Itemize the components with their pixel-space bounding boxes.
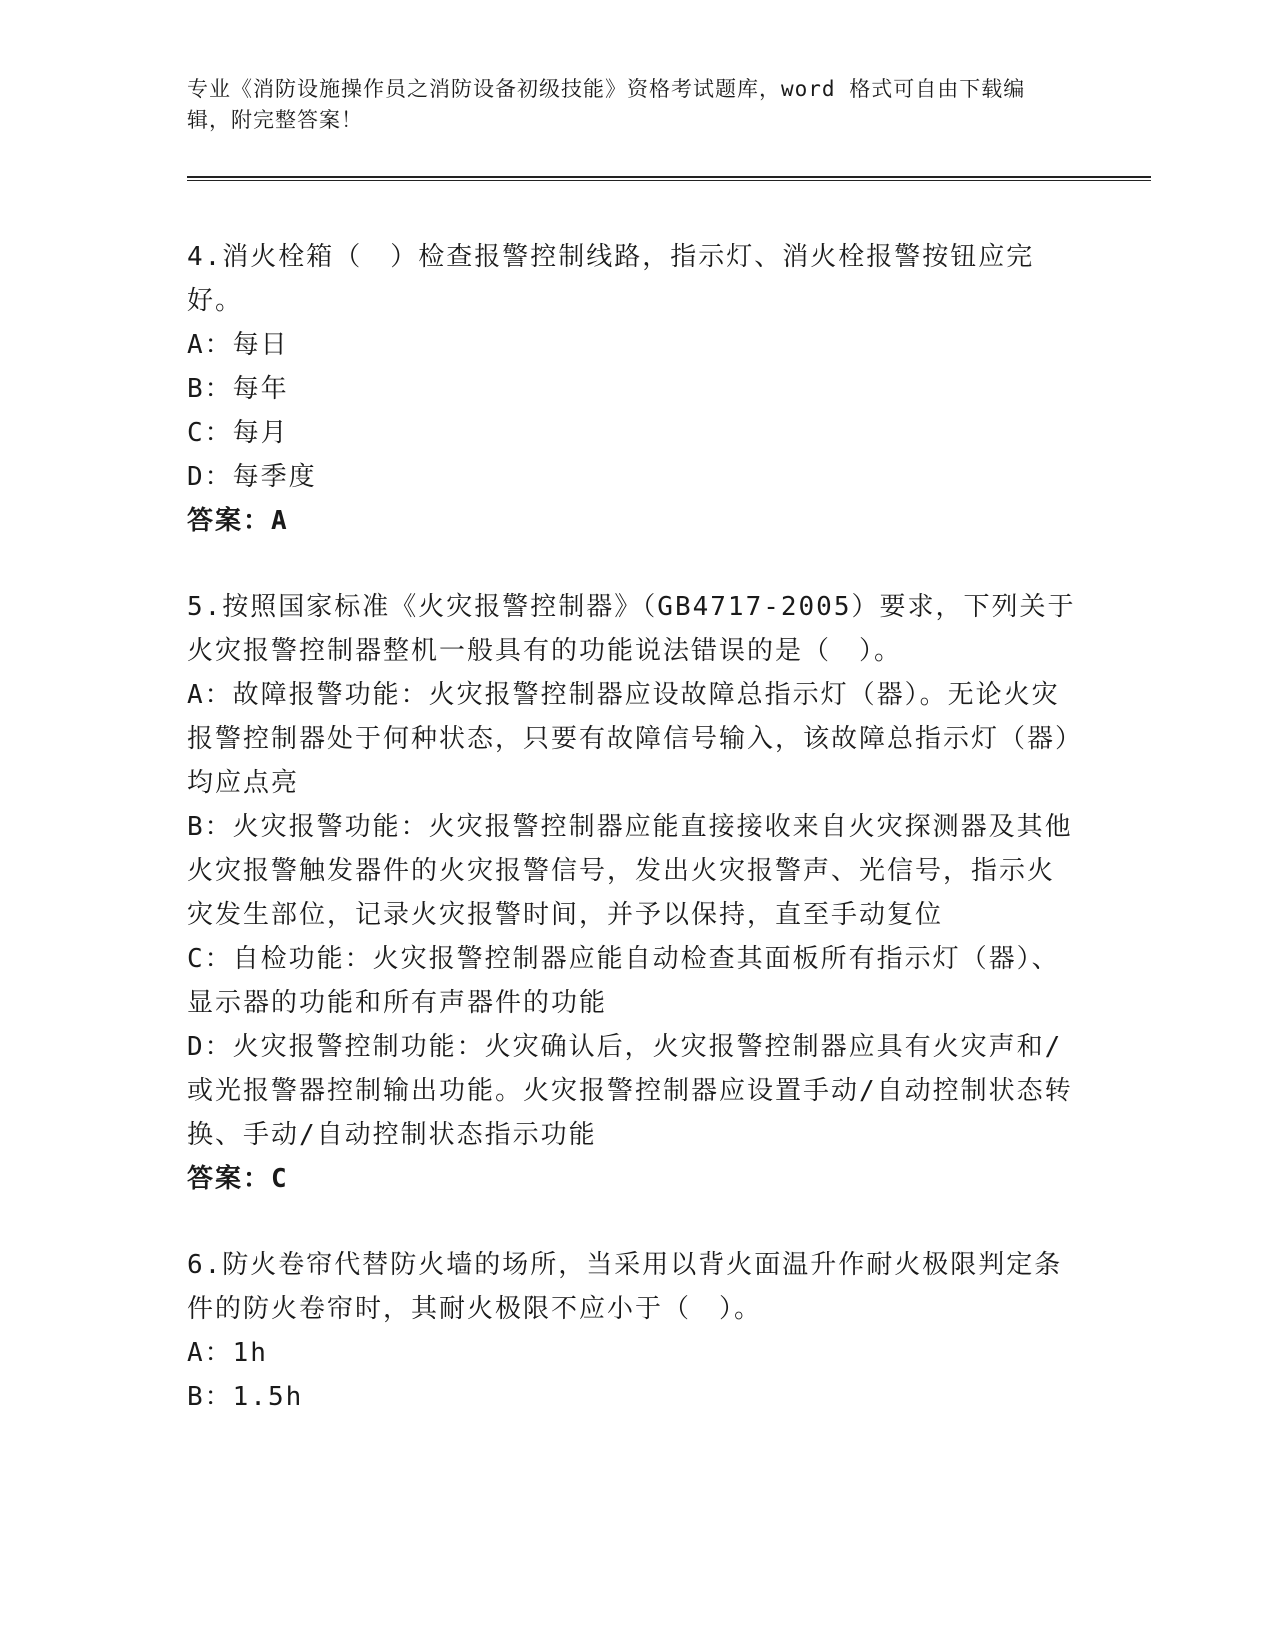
document-header (187, 74, 1067, 136)
option-d: D：每季度 (187, 462, 317, 492)
question-item (187, 1243, 1077, 1419)
option-a: A：每日 (187, 330, 289, 360)
answer-line: 答案：A (187, 506, 289, 536)
question-item (187, 235, 1077, 543)
answer-line: 答案：C (187, 1164, 289, 1194)
option-b: B：火灾报警功能：火灾报警控制器应能直接接收来自火灾探测器及其他火灾报警触发器件的火灾报警信号，发出火灾报警声、光信号，指示火灾发生部位，记录火灾报警时间，并予以保持，直至手动复位 (187, 812, 1073, 930)
question-text: 4.消火栓箱（ ）检查报警控制线路，指示灯、消火栓报警按钮应完好。 (187, 242, 1035, 316)
header-divider (187, 176, 1151, 181)
question-text: 6.防火卷帘代替防火墙的场所，当采用以背火面温升作耐火极限判定条件的防火卷帘时，其耐火极限不应小于（ ）。 (187, 1250, 1063, 1324)
option-b: B：1.5h (187, 1382, 304, 1412)
option-a: A：故障报警功能：火灾报警控制器应设故障总指示灯（器）。无论火灾报警控制器处于何种状态，只要有故障信号输入，该故障总指示灯（器）均应点亮 (187, 680, 1071, 798)
option-c: C：自检功能：火灾报警控制器应能自动检查其面板所有指示灯（器）、显示器的功能和所有声器件的功能 (187, 944, 1060, 1018)
question-list (187, 235, 1077, 1419)
option-c: C：每月 (187, 418, 289, 448)
question-text: 5.按照国家标准《火灾报警控制器》（GB4717-2005）要求，下列关于火灾报警控制器整机一般具有的功能说法错误的是（ ）。 (187, 592, 1076, 666)
question-item (187, 585, 1077, 1201)
option-a: A：1h (187, 1338, 268, 1368)
option-d: D：火灾报警控制功能：火灾确认后，火灾报警控制器应具有火灾声和/或光报警器控制输出功能。火灾报警控制器应设置手动/自动控制状态转换、手动/自动控制状态指示功能 (187, 1032, 1073, 1150)
header-intro-text: 专业《消防设施操作员之消防设备初级技能》资格考试题库，word 格式可自由下载编辑，附完整答案！ (187, 77, 1026, 132)
option-b: B：每年 (187, 374, 289, 404)
question-spacer (187, 543, 1077, 585)
question-spacer (187, 1201, 1077, 1243)
